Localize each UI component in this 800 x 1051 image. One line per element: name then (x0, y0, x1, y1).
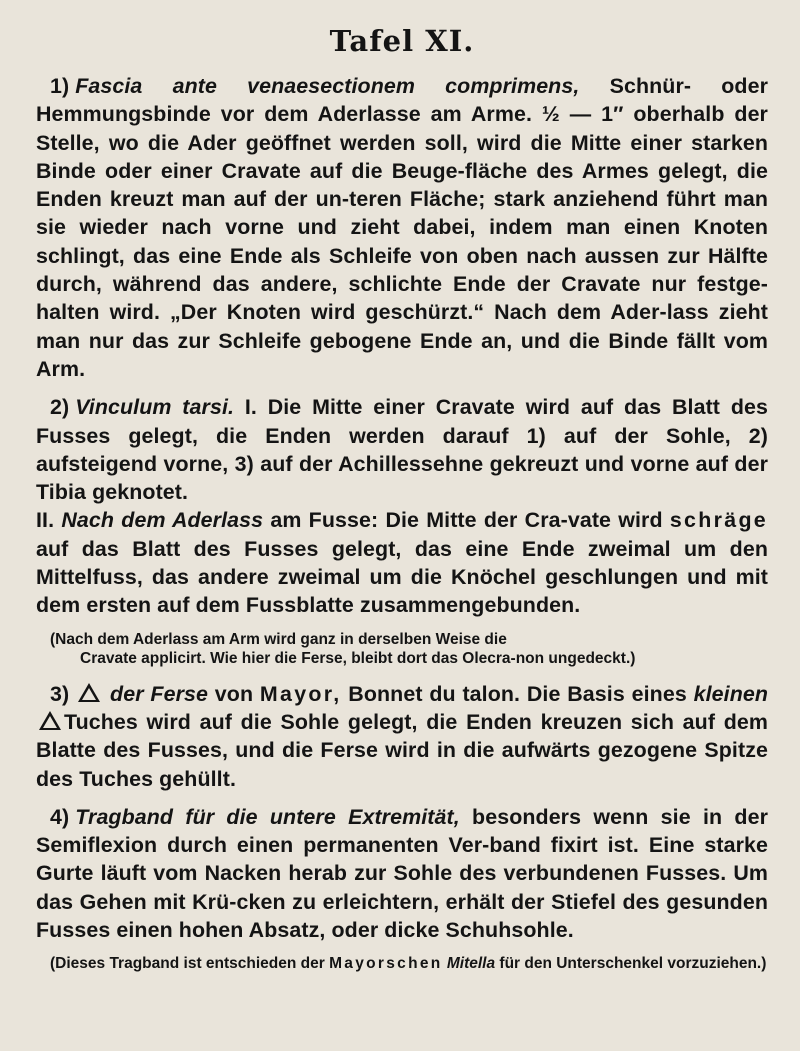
paragraph-4 (36, 803, 768, 944)
spaced-word: schräge (669, 508, 769, 533)
paragraph-number: 3) (50, 681, 70, 706)
paragraph-text: besonders wenn sie in der Semiflexion durch einen permanenten Ver-band fixirt ist. Eine starke Gurte läuft vom Nacken herab zur Sohle des verbundenen Fusses. Um das Gehen mit Krü-cken zu erleichtern, erhält der Stiefel des gesunden Fusses einen hohen Absatz, oder dicke Schuhsohle. (36, 804, 769, 943)
section-text-c: um die Knöchel geschlungen und mit dem ersten auf dem Fussblatte zusammengebunden. (36, 565, 768, 618)
paragraph-number: 2) (50, 395, 70, 420)
footnote-1 (36, 630, 768, 668)
page-title: Tafel XI. (329, 24, 475, 58)
section-text-spaced: zweimal (277, 565, 361, 590)
emphasis-word: Mitella (446, 955, 496, 973)
footnote-continuation: Cravate applicirt. Wie hier die Ferse, bleibt dort das Olecra-non ungedeckt.) (80, 649, 636, 667)
footnote-first-line: (Nach dem Aderlass am Arm wird ganz in derselben Weise die (50, 630, 507, 648)
paragraph-heading: Tragband für die untere Extremität, (75, 804, 460, 829)
triangle-icon (39, 711, 61, 730)
emphasis-word: kleinen (693, 681, 769, 706)
author-name: Mayorschen (329, 955, 443, 973)
section-heading: Nach dem Aderlass (61, 508, 264, 533)
paragraph-text-c: Tuches wird auf die Sohle gelegt, die Enden kreuzen sich auf dem Blatte des Fusses, und die Ferse wird in die aufwärts gezogene Spitze des Tuches gehüllt. (36, 709, 768, 791)
author-name: Mayor, (259, 681, 342, 706)
paragraph-text-a: von (214, 681, 254, 706)
paragraph-heading: Vinculum tarsi. (75, 395, 235, 420)
paragraph-number: 4) (50, 804, 70, 829)
section-text-a: am Fusse: Die Mitte der Cra-vate wird (270, 508, 663, 533)
paragraph-heading: Fascia ante venaesectionem comprimens, (75, 74, 580, 98)
triangle-icon (78, 683, 100, 702)
footnote-text-b: für den Unterschenkel vorzuziehen.) (499, 955, 767, 973)
paragraph-3 (36, 680, 768, 793)
paragraph-text-b: Bonnet du talon. Die Basis eines (348, 681, 687, 706)
paragraph-text: I. Die Mitte einer Cravate wird auf das Blatt des Fusses gelegt, die Enden werden darauf 1) auf der Sohle, 2) aufsteigend vorne, 3) auf der Achillessehne gekreuzt und vorne auf der Tibia geknotet. (36, 395, 768, 505)
section-prefix: II. (36, 508, 55, 533)
paragraph-text: Schnür- oder Hemmungsbinde vor dem Aderlasse am Arme. ½ — 1″ oberhalb der Stelle, wo die Ader geöffnet werden soll, wird die Mitte einer starken Binde oder einer Cravate auf die Beuge-fläche des Armes gelegt, die Enden kreuzt man auf der un-teren Fläche; stark anziehend führt man sie wieder nach vorne und zieht dabei, indem man einen Knoten schlingt, das eine Ende als Schleife von oben nach aussen zur Hälfte durch, während das andere, schlichte Ende der Cravate nur festge-halten wird. „Der Knoten wird geschürzt.“ Nach dem Ader-lass zieht man nur das zur Schleife gebogene Ende an, und die Binde fällt vom Arm. (36, 74, 769, 381)
paragraph-number: 1) (50, 74, 70, 98)
section-text-b: auf das Blatt des Fusses gelegt, das eine Ende zweimal um den Mittelfuss, das andere (36, 536, 768, 590)
footnote-text-a: (Dieses Tragband ist entschieden der (50, 955, 325, 973)
paragraph-heading: der Ferse (110, 681, 208, 706)
paragraph-1 (36, 72, 768, 383)
paragraph-2 (36, 393, 768, 619)
footnote-2 (36, 954, 768, 973)
